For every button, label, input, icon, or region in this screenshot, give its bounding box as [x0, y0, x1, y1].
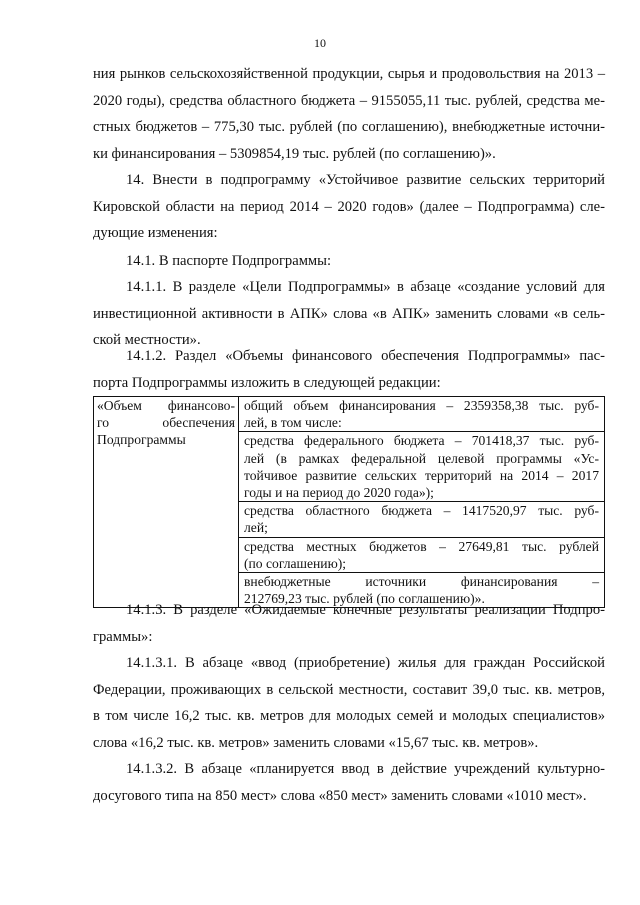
text-line: ской местности».	[93, 332, 201, 349]
text-line: стных бюджетов – 775,30 тыс. рублей (по соглашению), внебюджетные источни-	[93, 119, 605, 136]
text-line: досугового типа на 850 мест» слова «850 мест» заменить словами «1010 мест».	[93, 787, 587, 804]
text-line: инвестиционной активности в АПК» слова «в АПК» заменить словами «в сель-	[93, 305, 605, 322]
page-number: 10	[314, 36, 326, 50]
total-financing	[242, 397, 601, 431]
paragraph-item-14-1-3	[93, 597, 605, 650]
text-line: граммы»:	[93, 628, 153, 645]
paragraph-item-14-1-3-2	[93, 756, 605, 809]
text-line: Подпрограммы	[97, 432, 186, 448]
text-line: го обеспечения	[97, 415, 235, 431]
paragraph-item-14-1-3-1	[93, 650, 605, 756]
text-line: дующие изменения:	[93, 225, 218, 242]
text-line: 14.1.3.1. В абзаце «ввод (приобретение) жилья для граждан Российской	[126, 655, 605, 671]
text-line: (по соглашению);	[244, 555, 347, 571]
paragraph-item-14-1-2	[93, 343, 605, 396]
table-cell-values	[239, 397, 605, 608]
paragraph-item-14	[93, 167, 605, 247]
text-line: лей;	[244, 520, 268, 536]
paragraph-item-14-1	[93, 248, 605, 275]
text-line: в том числе 16,2 тыс. кв. метров для молодых семей и молодых специалистов»	[93, 708, 605, 725]
text-line: общий объем финансирования – 2359358,38 тыс. руб-	[244, 398, 599, 413]
federal-budget	[239, 431, 604, 501]
text-line: ки финансирования – 5309854,19 тыс. рублей (по соглашению)».	[93, 145, 496, 162]
text-line: «Объем финансово-	[97, 398, 235, 413]
text-line: средства областного бюджета – 1417520,97 тыс. руб-	[244, 503, 599, 519]
text-line: 14. Внести в подпрограмму «Устойчивое развитие сельских территорий	[126, 172, 605, 188]
text-line: лей, в том числе:	[244, 415, 342, 431]
paragraph-continuation	[93, 61, 605, 167]
table-row	[94, 397, 605, 608]
text-line: 14.1.3.2. В абзаце «планируется ввод в действие учреждений культурно-	[126, 761, 605, 777]
text-line: ния рынков сельскохозяйственной продукции, сырья и продовольствия на 2013 –	[93, 66, 605, 82]
table-cell-heading	[94, 397, 239, 608]
regional-budget	[239, 501, 604, 536]
text-line: 14.1.2. Раздел «Объемы финансового обеспечения Подпрограммы» пас-	[126, 348, 605, 364]
text-line: внебюджетные источники финансирования –	[244, 574, 599, 590]
text-line: слова «16,2 тыс. кв. метров» заменить словами «15,67 тыс. кв. метров».	[93, 734, 539, 751]
text-line: 14.1. В паспорте Подпрограммы:	[126, 253, 332, 269]
text-line: средства местных бюджетов – 27649,81 тыс. рублей	[244, 538, 599, 554]
text-line: Федерации, проживающих в сельской местности, составит 39,0 тыс. кв. метров,	[93, 681, 605, 698]
text-line: 14.1.3. В разделе «Ожидаемые конечные результаты реализации Подпро-	[126, 602, 605, 618]
text-line: порта Подпрограммы изложить в следующей редакции:	[93, 374, 441, 391]
text-line: годы и на период до 2020 года»);	[244, 485, 434, 501]
paragraph-item-14-1-1	[93, 274, 605, 354]
text-line: лей (в рамках федеральной целевой программы «Ус-	[244, 450, 599, 466]
text-line: тойчивое развитие сельских территорий на 2014 – 2017	[244, 467, 599, 483]
financing-table	[93, 396, 605, 608]
text-line: 14.1.1. В разделе «Цели Подпрограммы» в абзаце «создание условий для	[126, 279, 605, 295]
text-line: Кировской области на период 2014 – 2020 годов» (далее – Подпрограмма) сле-	[93, 198, 605, 215]
local-budgets	[239, 537, 604, 572]
text-line: средства федерального бюджета – 701418,37 тыс. руб-	[244, 433, 599, 449]
text-line: 2020 годы), средства областного бюджета – 9155055,11 тыс. рублей, средства ме-	[93, 92, 605, 109]
text-line: 212769,23 тыс. рублей (по соглашению)».	[244, 591, 485, 607]
